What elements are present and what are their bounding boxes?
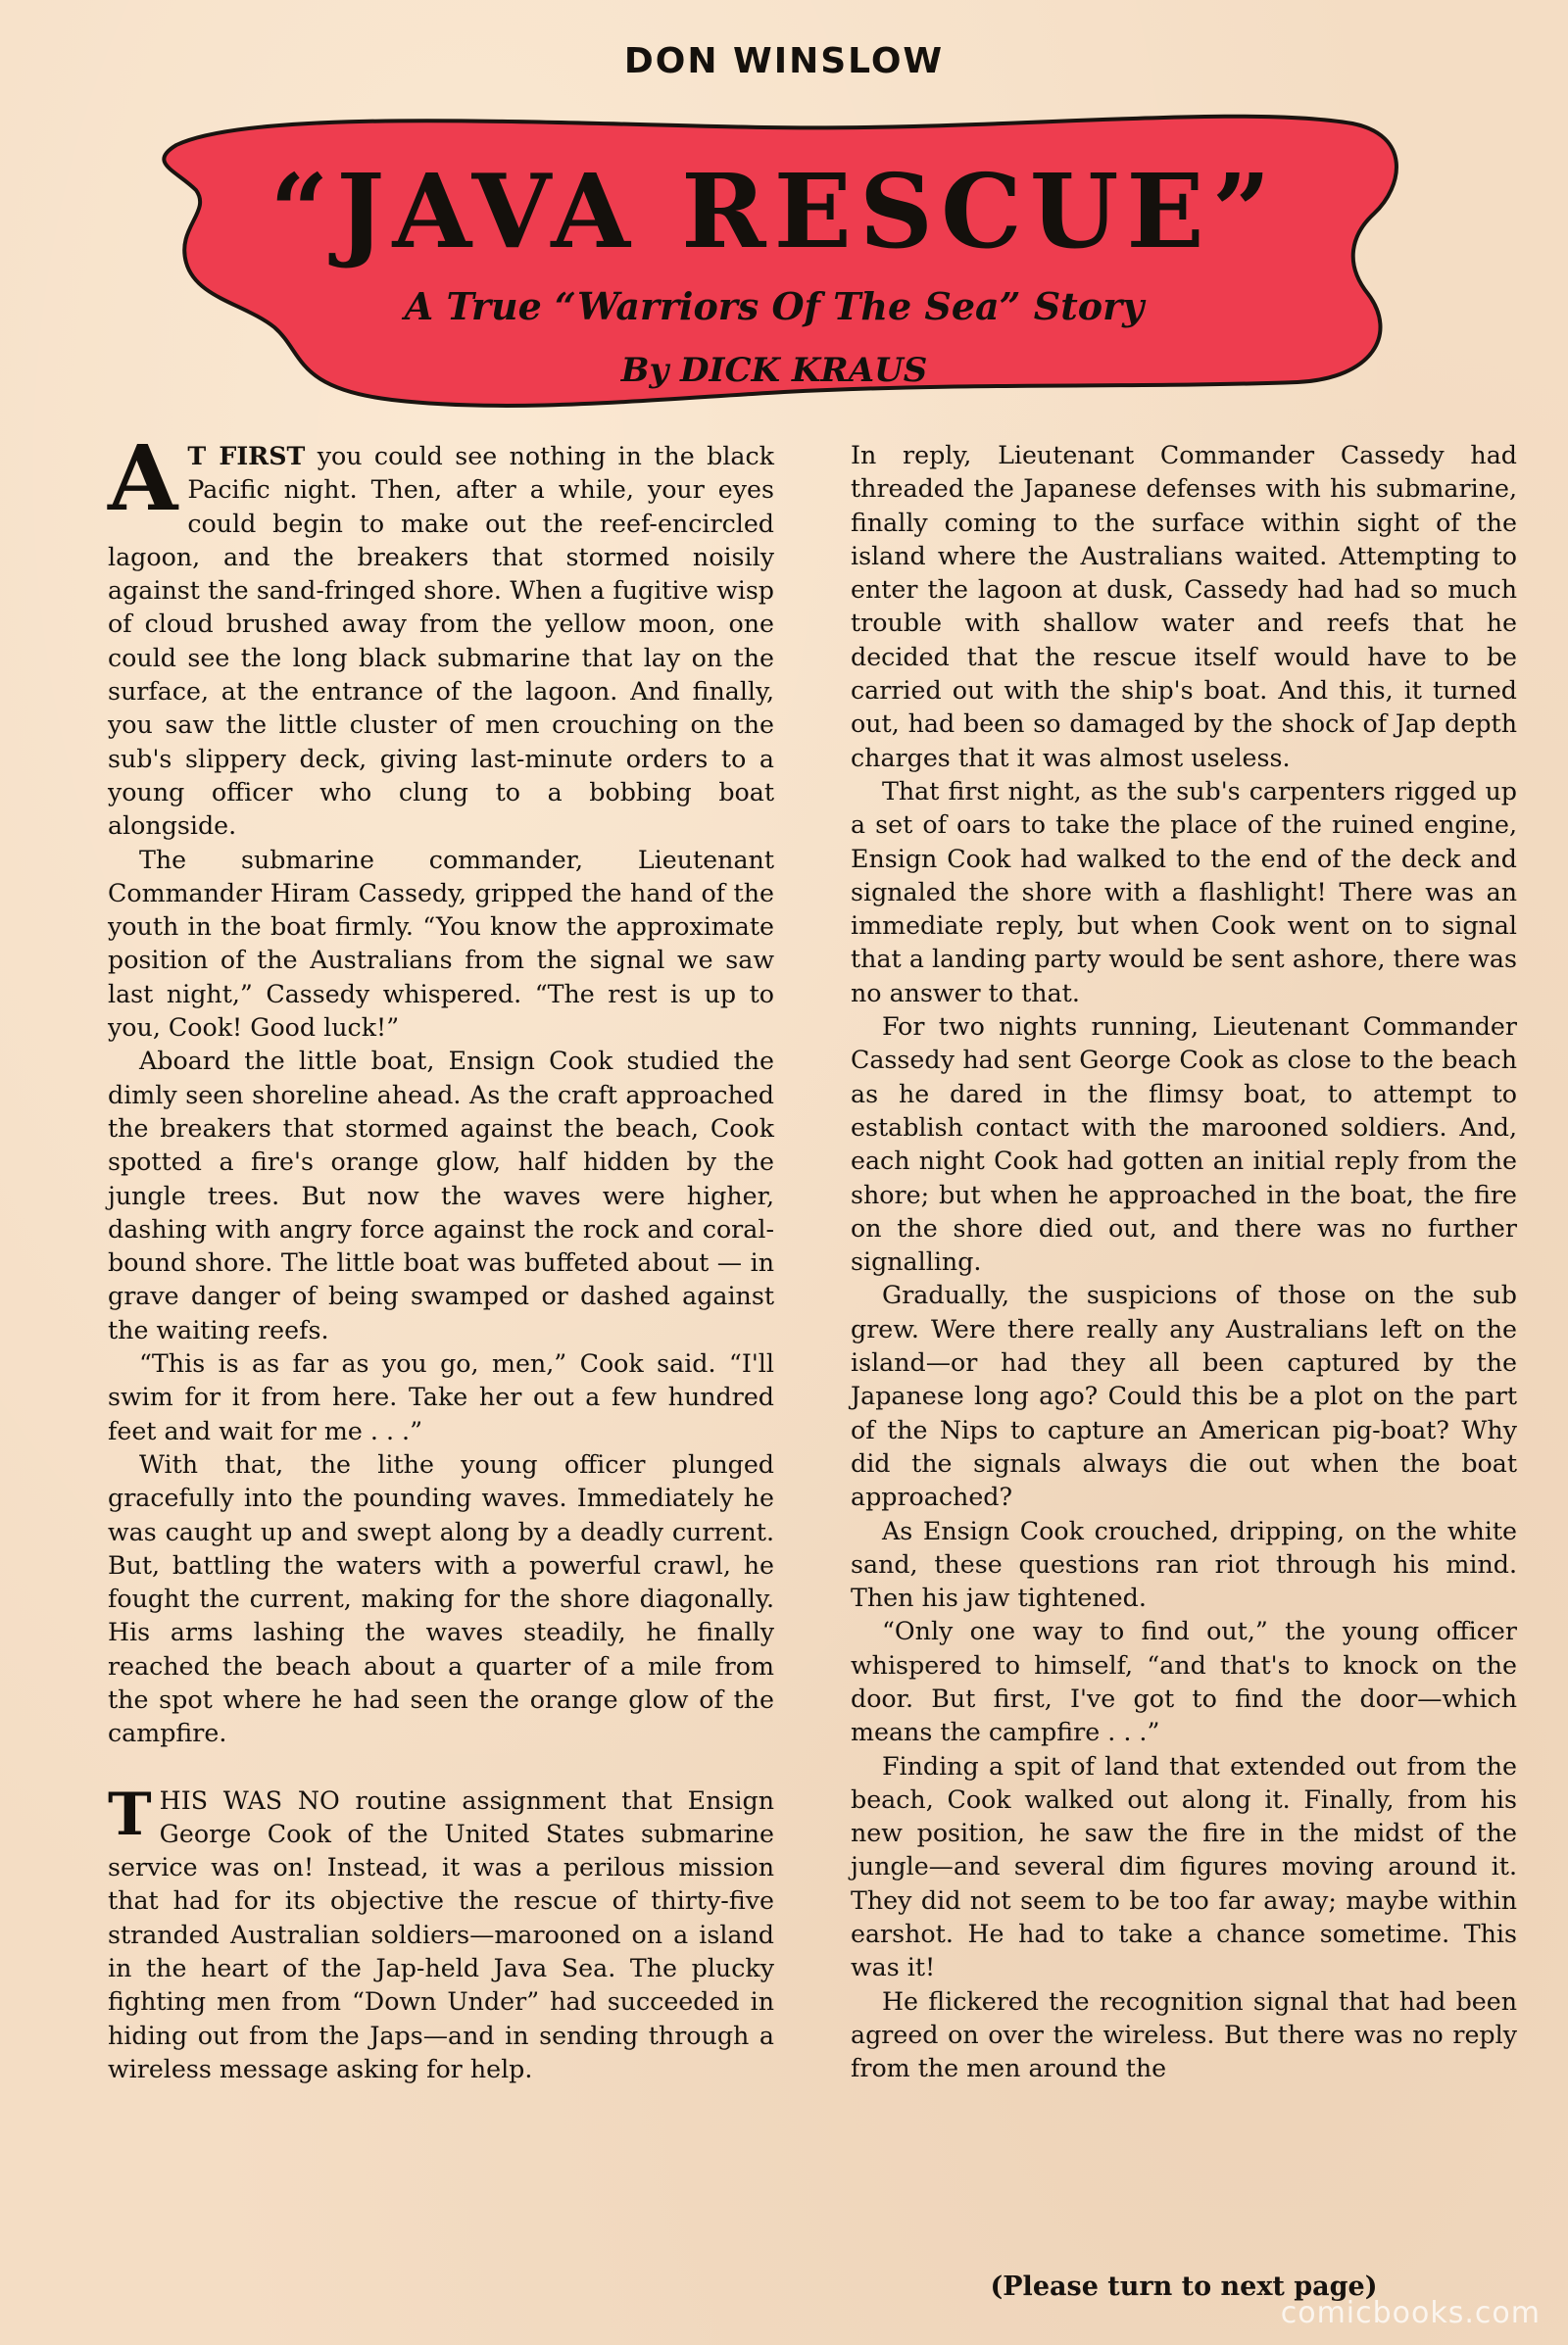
story-column-left <box>108 425 775 2086</box>
title-banner <box>137 88 1411 441</box>
story-paragraph: Gradually, the suspicions of those on the sub grew. Were there really any Australians left on the island—or had they all been captured by the Japanese long ago? Could this be a plot on the part of the Nips to capture an American pig-boat? Why did the signals always die out when the boat approached? <box>851 1281 1517 1512</box>
story-paragraph: “This is as far as you go, men,” Cook said. “I'll swim for it from here. Take her out a few hundred feet and wait for me . . .” <box>108 1349 774 1445</box>
story-byline: By DICK KRAUS <box>620 351 928 390</box>
drop-cap: A <box>108 425 178 531</box>
story-column-right <box>851 439 1517 2086</box>
paragraph-text: HIS WAS NO routine assignment that Ensign George Cook of the United States submarine service was on! Instead, it was a perilous mission that had for its objective the rescue of thirty-five stranded Australian soldiers—marooned on a island in the heart of the Jap-held Java Sea. The plucky fighting men from “Down Under” had succeeded in hiding out from the Japs—and in sending through a wireless message asking for help. <box>108 1785 774 2083</box>
story-title: “JAVA RESCUE” <box>270 151 1279 271</box>
lead-in: T FIRST <box>187 441 306 470</box>
story-paragraph: As Ensign Cook crouched, dripping, on the white sand, these questions ran riot through his mind. Then his jaw tightened. <box>851 1516 1517 1613</box>
story-paragraph: The submarine commander, Lieutenant Commander Hiram Cassedy, gripped the hand of the youth in the boat firmly. “You know the approximate position of the Australians from the signal we saw last night,” Cassedy whispered. “The rest is up to you, Cook! Good luck!” <box>108 845 774 1043</box>
story-paragraph: He flickered the recognition signal that had been agreed on over the wireless. But there was no reply from the men around the <box>851 1986 1517 2083</box>
paragraph-text: you could see nothing in the black Pacific night. Then, after a while, your eyes could begin to make out the reef-encircled lagoon, and the breakers that stormed noisily against the sand-fringed shore. When a fugitive wisp of cloud brushed away from the yellow moon, one could see the long black submarine that lay on the surface, at the entrance of the lagoon. And finally, you saw the little cluster of men crouching on the sub's slippery deck, giving last-minute orders to a young officer who clung to a bobbing boat alongside. <box>108 442 775 841</box>
story-paragraph <box>108 425 775 844</box>
continued-notice: (Please turn to next page) <box>990 2272 1378 2302</box>
series-header: DON WINSLOW <box>623 41 945 81</box>
story-subtitle: A True “Warriors Of The Sea” Story <box>404 284 1145 328</box>
story-paragraph <box>108 1780 774 2087</box>
story-paragraph: “Only one way to find out,” the young officer whispered to himself, “and that's to knock on the door. But first, I've got to find the door—which means the campfire . . .” <box>851 1617 1517 1747</box>
story-paragraph: With that, the lithe young officer plunged gracefully into the pounding waves. Immediately he was caught up and swept along by a deadly current. But, battling the waters with a powerful crawl, he fought the current, making for the shore diagonally. His arms lashing the waves steadily, he finally reached the beach about a quarter of a mile from the spot where he had seen the orange glow of the campfire. <box>108 1449 774 1748</box>
story-paragraph: That first night, as the sub's carpenters rigged up a set of oars to take the place of the ruined engine, Ensign Cook had walked to the end of the deck and signaled the shore with a flashlight! There was an immediate reply, but when Cook went on to signal that a landing party would be sent ashore, there was no answer to that. <box>851 776 1517 1007</box>
story-paragraph: In reply, Lieutenant Commander Cassedy had threaded the Japanese defenses with his submarine, finally coming to the surface within sight of the island where the Australians waited. Attempting to enter the lagoon at dusk, Cassedy had had so much trouble with shallow water and reefs that he decided that the rescue itself would have to be carried out with the ship's boat. And this, it turned out, had been so damaged by the shock of Jap depth charges that it was almost useless. <box>851 441 1517 772</box>
story-paragraph: For two nights running, Lieutenant Commander Cassedy had sent George Cook as close to the beach as he dared in the flimsy boat, to attempt to establish contact with the marooned soldiers. And, each night Cook had gotten an initial reply from the shore; but when he approached in the boat, the fire on the shore died out, and there was no further signalling. <box>851 1012 1517 1277</box>
watermark: comicbooks.com <box>1280 2296 1541 2330</box>
story-paragraph: Finding a spit of land that extended out from the beach, Cook walked out along it. Finally, from his new position, he saw the fire in the midst of the jungle—and several dim figures moving around it. They did not seem to be too far away; maybe within earshot. He had to take a chance sometime. This was it! <box>851 1751 1517 1982</box>
drop-cap: T <box>108 1780 152 1849</box>
story-paragraph: Aboard the little boat, Ensign Cook studied the dimly seen shoreline ahead. As the craft approached the breakers that stormed against the beach, Cook spotted a fire's orange glow, half hidden by the jungle trees. But now the waves were higher, dashing with angry force against the rock and coral-bound shore. The little boat was buffeted about — in grave danger of being swamped or dashed against the waiting reefs. <box>108 1047 774 1344</box>
